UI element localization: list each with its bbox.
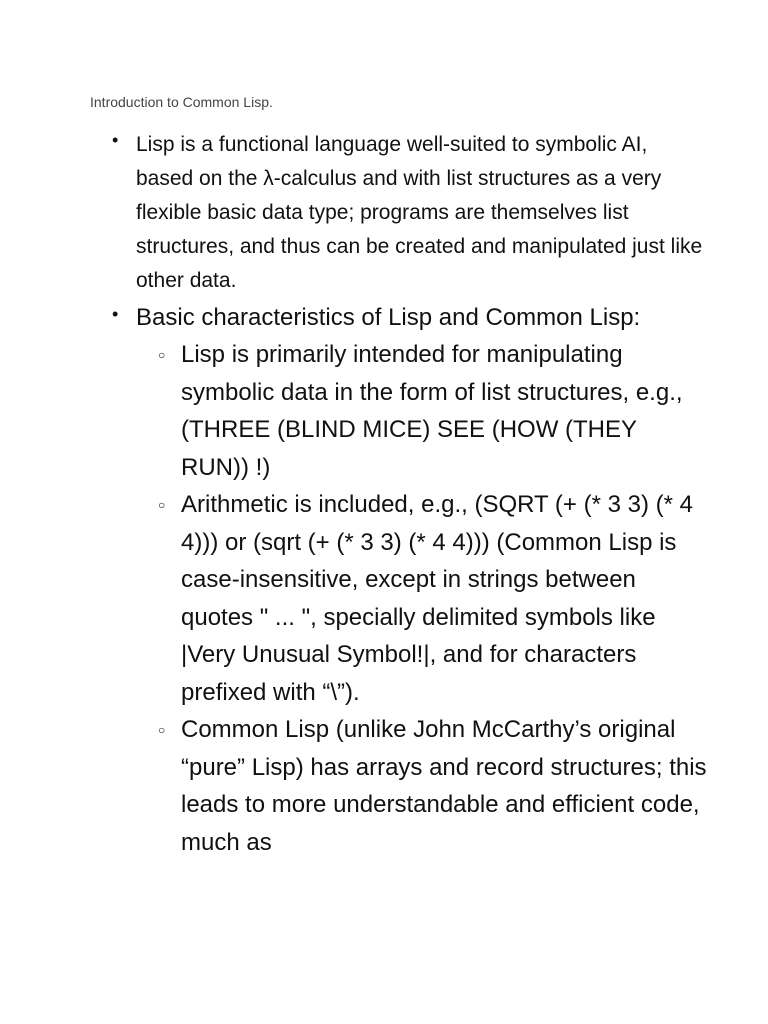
circle-bullet-icon: ○ <box>158 498 166 512</box>
circle-bullet-icon: ○ <box>158 348 166 362</box>
sub-list-item-text: Arithmetic is included, e.g., (SQRT (+ (* 3 3) (* 4 4))) or (sqrt (+ (* 3 3) (* 4 4))) (Common Lisp is case-insensitive, except in strings between quotes " ... ", specially delimited symbols like |Very Unusual Symbol!|, and for characters prefixed with “\”). <box>181 491 693 706</box>
bullet-icon: • <box>112 130 119 150</box>
sub-bullet-list <box>136 336 708 861</box>
sub-list-item-text: Common Lisp (unlike John McCarthy’s original “pure” Lisp) has arrays and record structures; this leads to more understandable and efficient code, much as <box>181 716 707 856</box>
bullet-list <box>0 128 768 861</box>
sub-list-item <box>136 711 708 861</box>
list-item <box>0 128 768 298</box>
circle-bullet-icon: ○ <box>158 723 166 737</box>
document-title: Introduction to Common Lisp. <box>90 94 273 110</box>
sub-list-item <box>136 336 708 486</box>
list-item-text: Basic characteristics of Lisp and Common Lisp: <box>136 304 641 331</box>
list-item-text: Lisp is a functional language well-suited to symbolic AI, based on the λ-calculus and with list structures as a very flexible basic data type; programs are themselves list structures, and thus can be created and manipulated just like other data. <box>136 133 703 292</box>
list-item <box>0 300 768 861</box>
sub-list-item-text: Lisp is primarily intended for manipulating symbolic data in the form of list structures, e.g., (THREE (BLIND MICE) SEE (HOW (THEY RUN)) !) <box>181 341 683 481</box>
bullet-icon: • <box>112 304 119 324</box>
sub-list-item <box>136 486 708 711</box>
